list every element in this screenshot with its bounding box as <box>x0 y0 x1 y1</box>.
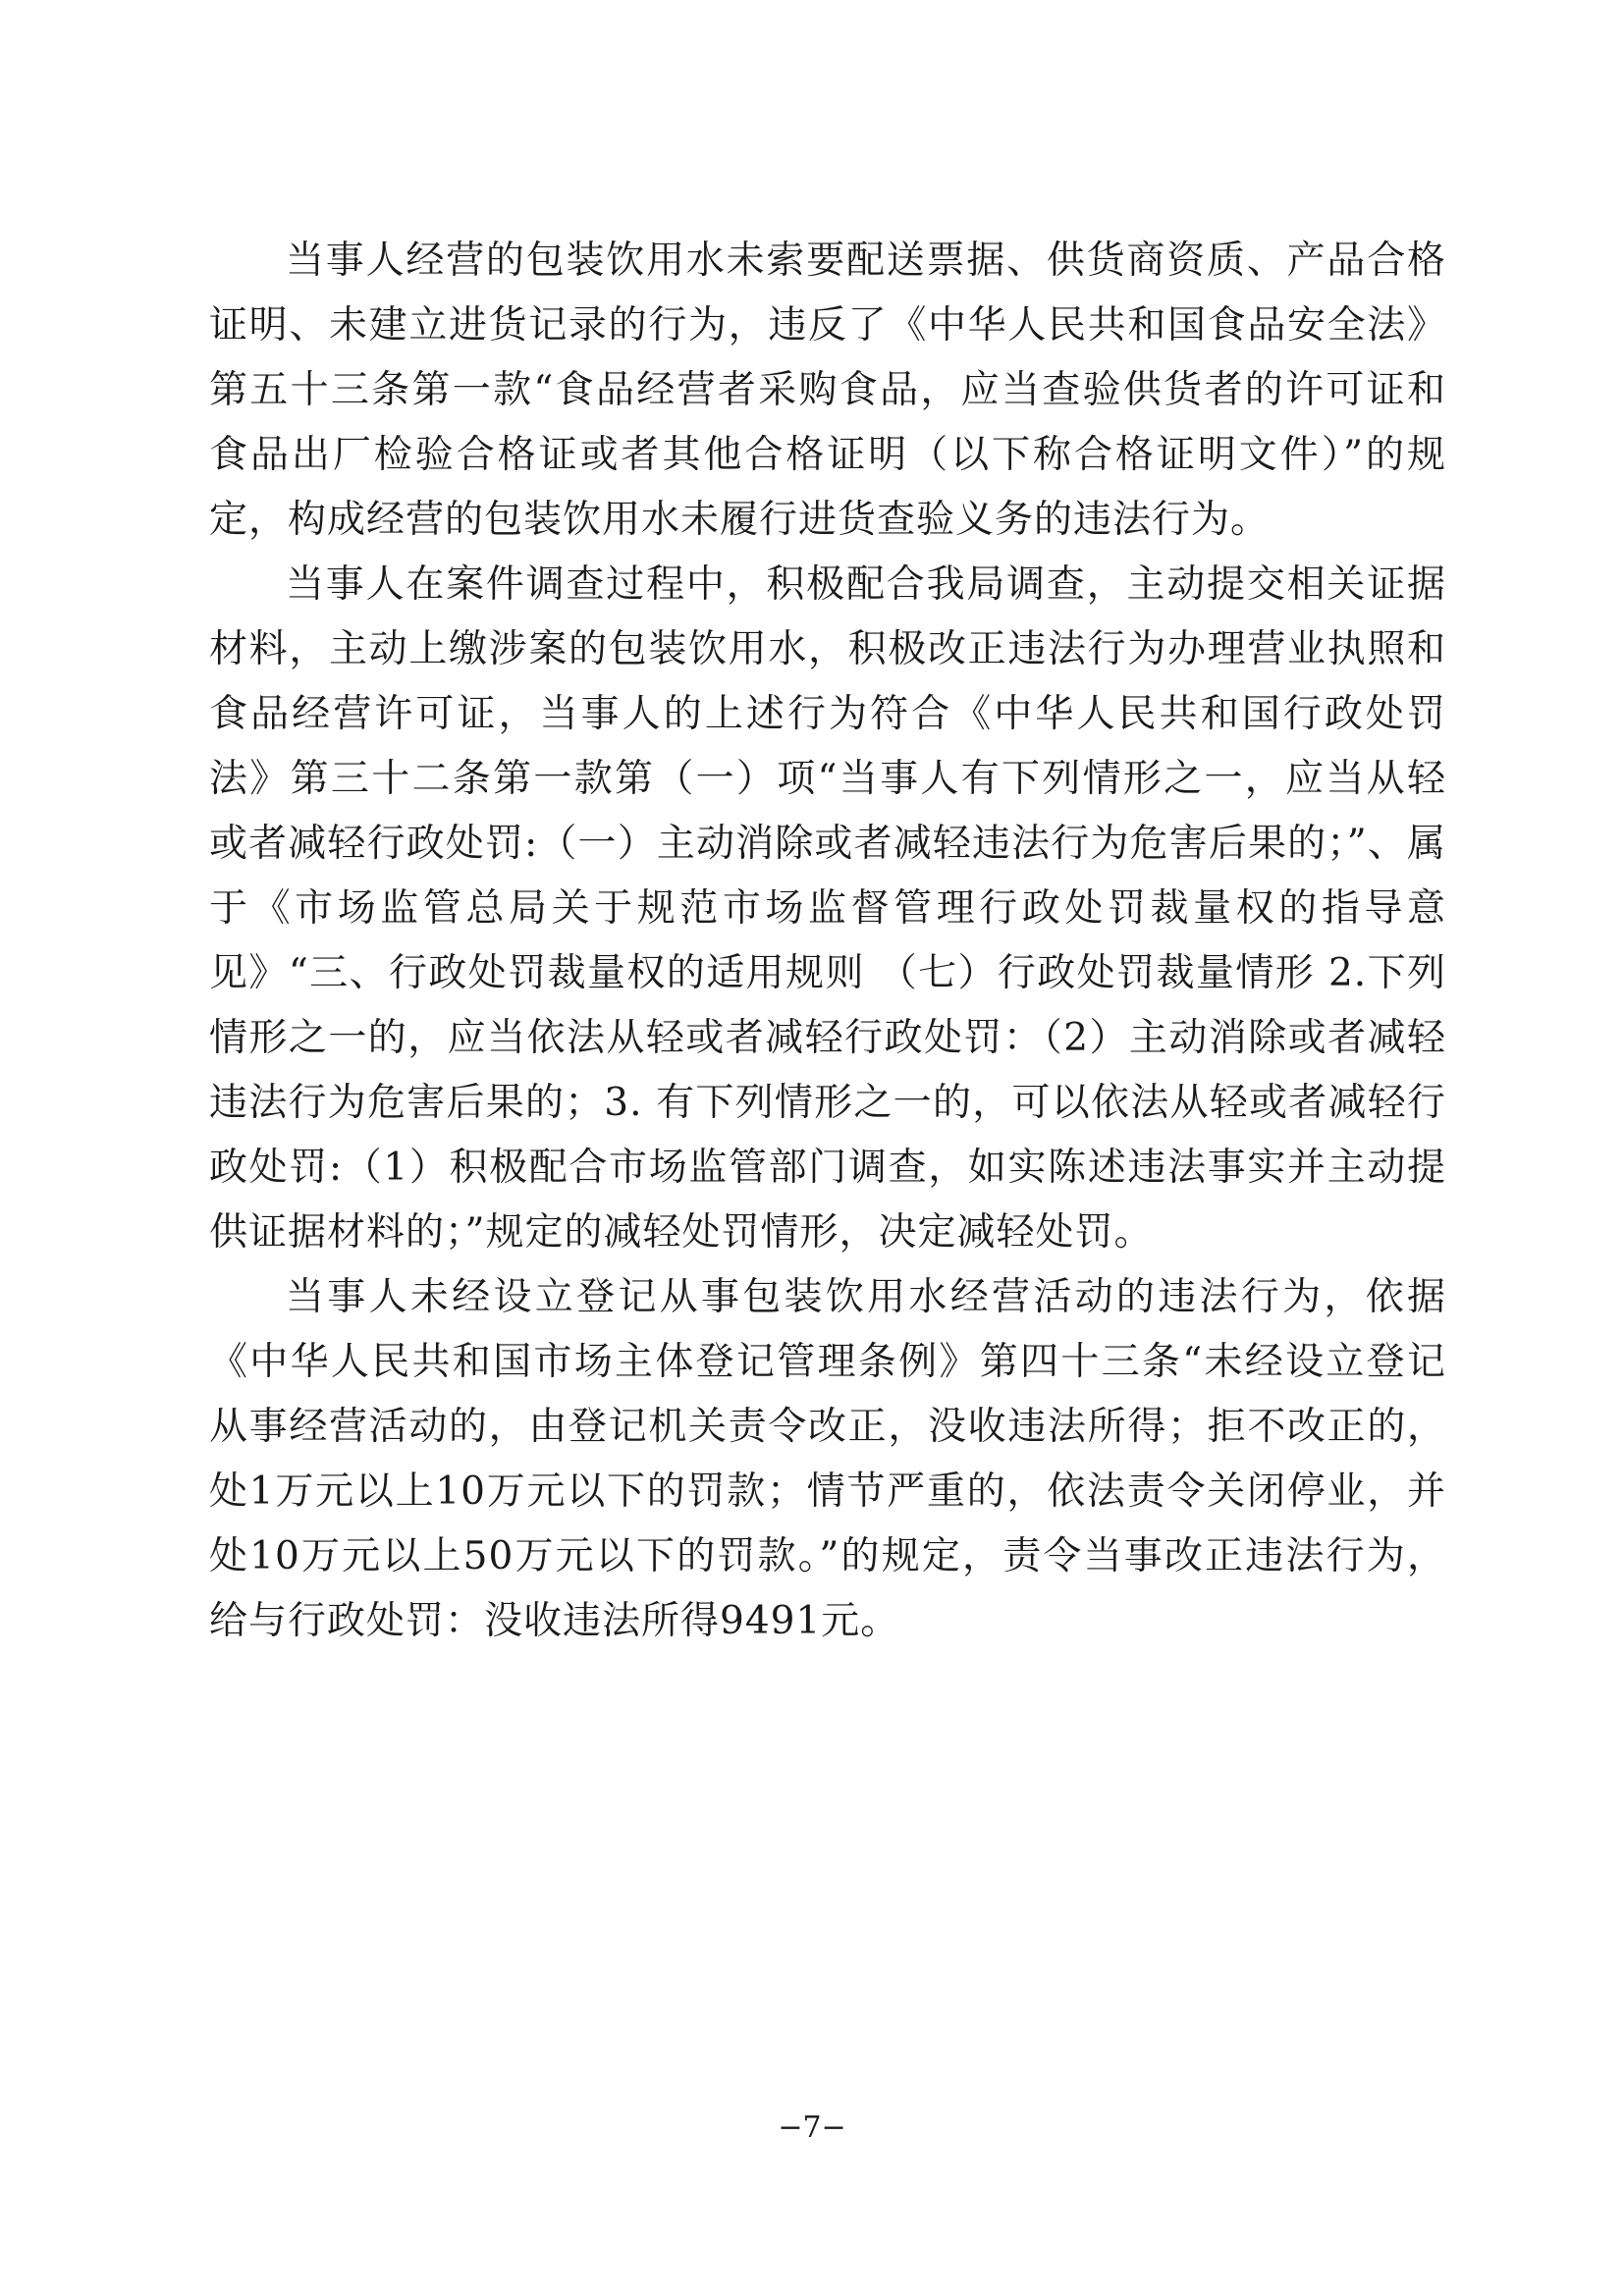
paragraph-purchase-inspection: 当事人经营的包装饮用水未索要配送票据、供货商资质、产品合格证明、未建立进货记录的行为，违反了《中华人民共和国食品安全法》第五十三条第一款“食品经营者采购食品，应当查验供货者的许可证和食品出厂检验合格证或者其他合格证明（以下称合格证明文件）”的规定，构成经营的包装饮用水未履行进货查验义务的违法行为。 <box>209 239 1446 542</box>
document-body <box>209 229 1446 1654</box>
paragraph-penalty: 当事人未经设立登记从事包装饮用水经营活动的违法行为，依据《中华人民共和国市场主体登记管理条例》第四十三条“未经设立登记从事经营活动的，由登记机关责令改正，没收违法所得；拒不改正的，处1万元以上10万元以下的罚款；情节严重的，依法责令关闭停业，并处10万元以上50万元以下的罚款。”的规定，责令当事改正违法行为，给与行政处罚：没收违法所得9491元。 <box>209 1275 1446 1643</box>
paragraph-mitigation: 当事人在案件调查过程中，积极配合我局调查，主动提交相关证据材料，主动上缴涉案的包装饮用水，积极改正违法行为办理营业执照和食品经营许可证，当事人的上述行为符合《中华人民共和国行政处罚法》第三十二条第一款第（一）项“当事人有下列情形之一，应当从轻或者减轻行政处罚:（一）主动消除或者减轻违法行为危害后果的；”、属于《市场监管总局关于规范市场监督管理行政处罚裁量权的指导意见》“三、行政处罚裁量权的适用规则 （七）行政处罚裁量情形 2.下列情形之一的，应当依法从轻或者减轻行政处罚：（2）主动消除或者减轻违法行为危害后果的；3. 有下列情形之一的，可以依法从轻或者减轻行政处罚:（1）积极配合市场监管部门调查，如实陈述违法事实并主动提供证据材料的；”规定的减轻处罚情形，决定减轻处罚。 <box>209 562 1446 1255</box>
page-number: −7− <box>778 2110 846 2145</box>
